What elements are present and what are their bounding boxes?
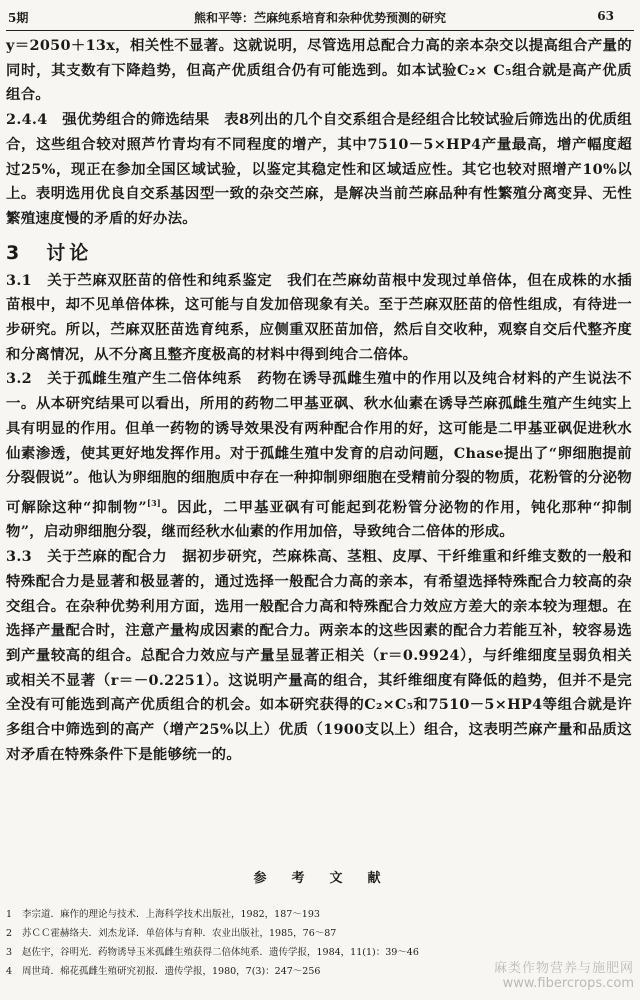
reference-list — [6, 905, 566, 981]
reference-item — [6, 924, 566, 943]
watermark-url: www.fibercrops.com — [502, 976, 634, 991]
article-body — [6, 34, 632, 767]
reference-text: 李宗道．麻作的理论与技术．上海科学技术出版社，1982，187～193 — [22, 909, 320, 920]
reference-number: 2 — [6, 928, 13, 939]
page-number: 63 — [597, 9, 614, 23]
section-3-2-text: 药物在诱导孤雌生殖中的作用以及纯合材料的产生说法不一。从本研究结果可以看出，所用的药物二甲基亚砜、秋水仙素在诱导苎麻孤雌生殖产生纯实上具有明显的作用。但单一药物的诱导效果没有两种配合作用的好，这可能是二甲基亚砜促进秋水仙素渗透，使其更好地发挥作用。对于孤雌生殖中发育的启动问题，Chase提出了“卵细胞提前分裂假说”。他认为卵细胞的细胞质中存在一种抑制卵细胞在受精前分裂的物质，花粉管的分泌物可解除这种“抑制物” — [6, 370, 632, 516]
section-2-4-4-text: 表8列出的几个自交系组合是经组合比较试验后筛选出的优质组合，这些组合较对照芦竹青均有不同程度的增产，其中7510－5×HP4产量最高，增产幅度超过25%，现正在参加全国区域试验，以鉴定其稳定性和区域适应性。其它也较对照增产10%以上。表明选用优良自交系基因型一致的杂交苎麻，是解决当前苎麻品种有性繁殖分离变异、无性繁殖速度慢的矛盾的好办法。 — [6, 111, 632, 227]
section-3-3-text: 据初步研究，苎麻株高、茎粗、皮厚、干纤维重和纤维支数的一般和特殊配合力是显著和极显著的，通过选择一般配合力高的亲本，有希望选择特殊配合力较高的杂交组合。在杂种优势利用方面，选用一般配合力高和特殊配合力效应方差大的亲本较为理想。在选择产量配合时，注意产量构成因素的配合力。两亲本的这些因素的配合力若能互补，较容易选到产量较高的组合。总配合力效应与产量呈显著正相关（r＝0.9924），与纤维细度呈弱负相关或相关不显著（r＝－0.2251）。这说明产量高的组合，其纤维细度有降低的趋势，但并不是完全没有可能选到高产优质组合的机会。如本研究获得的C₂×C₅和7510－5×HP4等组合就是许多组合中筛选到的高产（增产25%以上）优质（1900支以上）组合，这表明苎麻产量和品质这对矛盾在特殊条件下是能够统一的。 — [6, 548, 632, 763]
section-3-1-text: 我们在苎麻幼苗根中发现过单倍体，但在成株的水插苗根中，却不见单倍体株，这可能与自发加倍现象有关。至于苎麻双胚苗的倍性组成，有待进一步研究。所以，苎麻双胚苗选育纯系，应侧重双胚苗加倍，然后自交收种，观察自交后代整齐度和分离情况，从不分离且整齐度极高的材料中得到纯合二倍体。 — [6, 271, 633, 363]
section-2-4-4-heading: 2.4.4 强优势组合的筛选结果 — [6, 111, 210, 129]
references-heading: 参 考 文 献 — [253, 871, 387, 886]
section-3-2-heading: 3.2 关于孤雌生殖产生二倍体纯系 — [6, 370, 243, 388]
reference-number: 4 — [6, 966, 13, 977]
site-watermark — [494, 957, 634, 991]
section-3-2-text-continued: 。因此，二甲基亚砜有可能起到花粉管分泌物的作用，钝化那种“抑制物”，启动卵细胞分裂，继而经秋水仙素的作用加倍，导致纯合二倍体的形成。 — [6, 498, 632, 541]
reference-text: 苏ＣＣ霍赫络夫．刘杰龙译．单倍体与育种．农业出版社，1985，76～87 — [22, 928, 337, 939]
section-2-4-4 — [6, 108, 632, 232]
section-3-heading: 3 讨论 — [6, 241, 93, 264]
running-header — [6, 4, 634, 31]
reference-item — [6, 905, 566, 924]
section-3-1 — [6, 269, 632, 368]
reference-text: 赵佐宇，谷明光．药物诱导玉米孤雌生殖获得二倍体纯系．遗传学报，1984，11(1)：39～46 — [22, 947, 419, 958]
issue-number: 5期 — [8, 11, 29, 25]
section-3-3-heading: 3.3 关于苎麻的配合力 — [6, 548, 168, 566]
section-3-2 — [6, 367, 632, 545]
citation-3: [3] — [146, 497, 162, 508]
running-title: 熊和平等：苎麻纯系培育和杂种优势预测的研究 — [193, 11, 446, 25]
reference-number: 1 — [6, 909, 13, 920]
section-3-3 — [6, 545, 632, 767]
reference-item — [6, 943, 566, 962]
reference-number: 3 — [6, 947, 13, 958]
paragraph-continuation: y＝2050＋13x，相关性不显著。这就说明，尽管选用总配合力高的亲本杂交以提高组合产量的同时，其支数有下降趋势，但高产优质组合仍有可能选到。如本试验C₂× C₅组合就是高产优质组合。 — [6, 37, 632, 104]
reference-text: 周世琦．棉花孤雌生殖研究初报．遗传学报，1980，7(3)：247～256 — [22, 966, 321, 977]
reference-item — [6, 962, 566, 981]
watermark-site-name: 麻类作物营养与施肥网 — [493, 961, 634, 976]
section-3-1-heading: 3.1 关于苎麻双胚苗的倍性和纯系鉴定 — [6, 271, 273, 289]
